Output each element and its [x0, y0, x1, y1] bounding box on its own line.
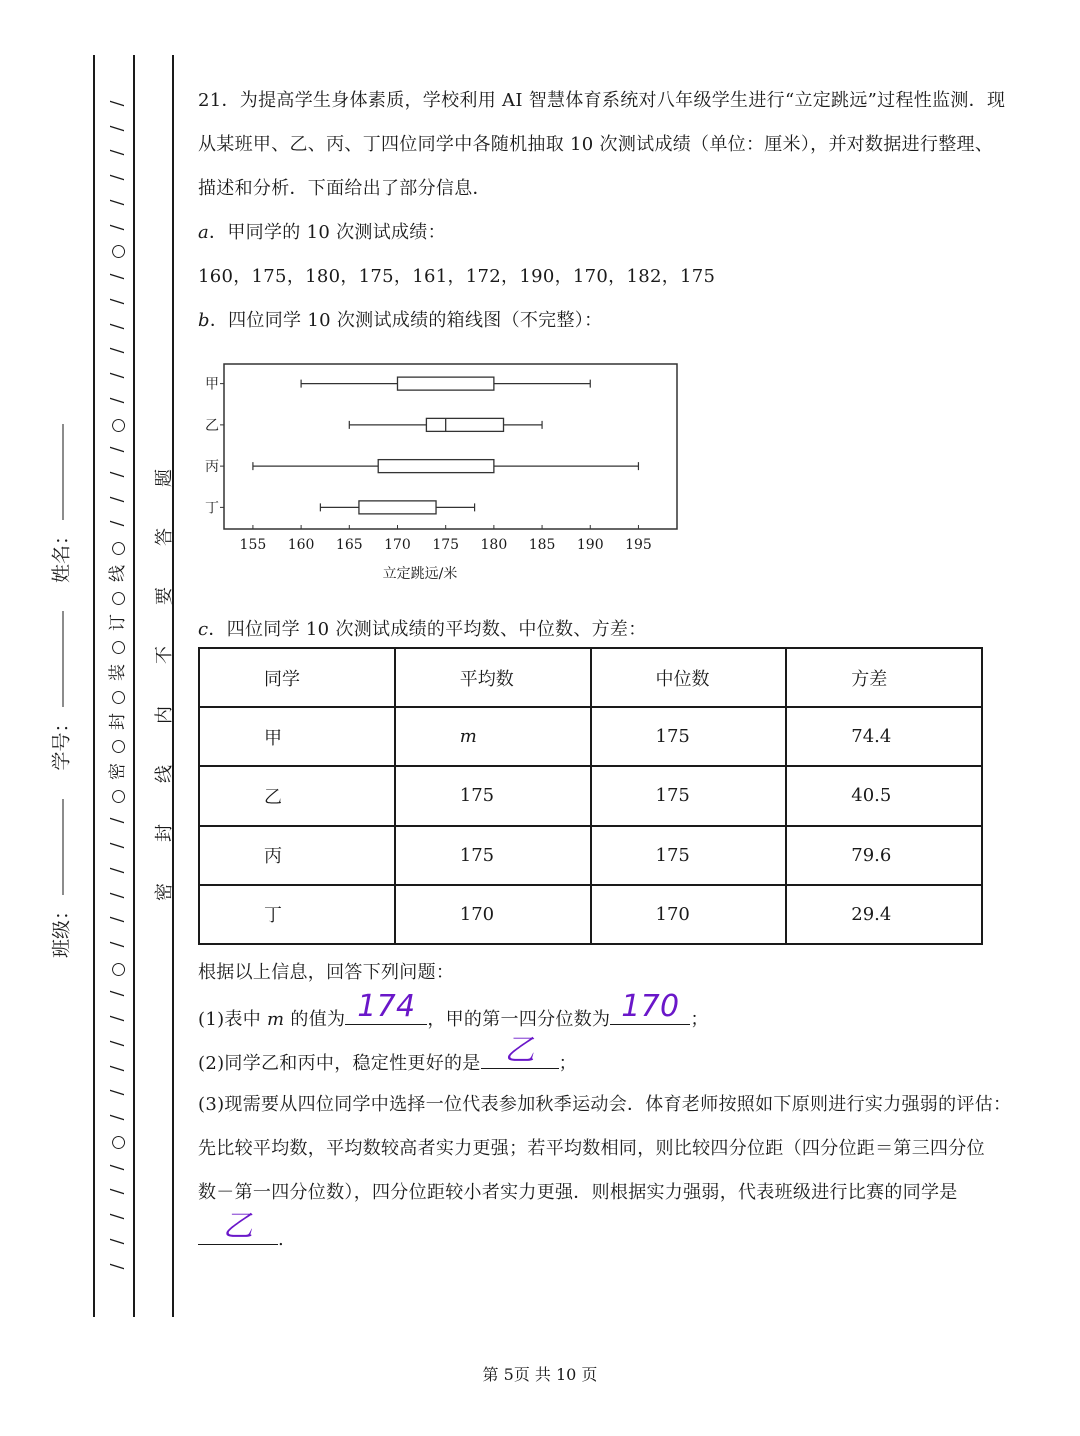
- seal-mark: 订: [107, 614, 128, 632]
- table-cell: m: [395, 707, 591, 766]
- seal-mark: 装: [107, 663, 128, 681]
- seal-mark: /: [107, 347, 128, 354]
- warning-char: 内: [154, 705, 175, 724]
- x-tick-label: 190: [576, 537, 604, 553]
- interquartile-box: [359, 501, 436, 514]
- seal-mark: /: [107, 273, 128, 280]
- seal-mark: /: [107, 1015, 128, 1022]
- page-footer: 第 5页 共 10 页: [482, 1365, 598, 1384]
- seal-mark: /: [107, 842, 128, 849]
- seal-mark: /: [107, 298, 128, 305]
- question-1: (1)表中 m 的值为 174 ，甲的第一四分位数为 170 ；: [198, 989, 709, 1030]
- interquartile-box: [397, 377, 493, 390]
- seal-mark: /: [107, 892, 128, 898]
- table-cell: 丙: [199, 826, 395, 885]
- seal-mark: /: [107, 1114, 128, 1121]
- seal-mark: 线: [107, 564, 128, 582]
- y-category-label: 丁: [205, 500, 219, 517]
- seal-mark: /: [107, 1090, 128, 1096]
- seal-line-column: [100, 95, 136, 1275]
- seal-mark: /: [107, 323, 128, 329]
- table-cell: 丁: [199, 885, 395, 944]
- table-cell: 170: [591, 885, 787, 944]
- table-cell: 74.4: [786, 707, 982, 766]
- handwritten-answer: 174: [357, 989, 416, 1024]
- seal-mark: ○: [107, 961, 128, 977]
- seal-mark: /: [107, 471, 128, 478]
- part-b-heading: b．四位同学 10 次测试成绩的箱线图（不完整）：: [198, 310, 603, 331]
- x-tick-label: 170: [384, 537, 411, 553]
- seal-mark: /: [107, 174, 128, 181]
- seal-mark: /: [107, 224, 128, 231]
- table-cell: 甲: [199, 707, 395, 766]
- warning-char: 要: [154, 587, 175, 606]
- student-id-field[interactable]: 学号：: [47, 606, 74, 771]
- seal-mark: /: [107, 1040, 128, 1047]
- table-header-cell: 同学: [199, 648, 395, 707]
- answer-blank-m[interactable]: [345, 989, 427, 1025]
- warning-char: 线: [154, 764, 175, 783]
- table-cell: 79.6: [786, 826, 982, 885]
- table-cell: 175: [591, 826, 787, 885]
- table-row: [199, 885, 982, 944]
- table-cell: 175: [591, 707, 787, 766]
- no-answer-warning-column: [145, 465, 181, 905]
- x-tick-label: 185: [528, 537, 556, 553]
- part-c-heading: c．四位同学 10 次测试成绩的平均数、中位数、方差：: [198, 619, 647, 640]
- handwritten-answer: 乙: [222, 1209, 254, 1244]
- part-a-data: 160，175，180，175，161，172，190，170，182，175: [198, 266, 716, 287]
- warning-char: 题: [154, 469, 175, 487]
- warning-char: 密: [154, 882, 175, 901]
- answer-blank-q1[interactable]: [610, 989, 690, 1025]
- seal-mark: /: [107, 397, 128, 404]
- interquartile-box: [426, 418, 503, 431]
- table-row: [199, 826, 982, 885]
- x-axis-label: 立定跳远/米: [382, 566, 458, 582]
- seal-mark: /: [107, 446, 128, 453]
- seal-mark: 封: [107, 713, 128, 731]
- seal-mark: /: [107, 125, 128, 132]
- seal-mark: /: [107, 991, 128, 997]
- question-3-line-3: 数－第一四分位数），四分位距较小者实力更强．则根据实力强弱，代表班级进行比赛的同学是: [198, 1182, 958, 1203]
- question-intro-line-3: 描述和分析．下面给出了部分信息．: [198, 178, 491, 199]
- box-2: [205, 418, 542, 434]
- seal-mark: /: [107, 817, 128, 824]
- answer-blank-stability[interactable]: [481, 1033, 559, 1069]
- seal-mark: /: [107, 867, 128, 874]
- question-3-answer-line: 乙 .: [198, 1222, 284, 1250]
- x-tick-label: 195: [625, 537, 652, 553]
- seal-mark: /: [107, 1213, 128, 1220]
- box-4: [205, 500, 475, 516]
- y-category-label: 丙: [205, 459, 219, 476]
- table-cell: 175: [395, 826, 591, 885]
- handwritten-answer: 乙: [504, 1033, 535, 1068]
- answer-blank-representative[interactable]: [198, 1209, 278, 1245]
- table-row: [199, 707, 982, 766]
- statistics-table: [198, 647, 983, 945]
- table-cell: 乙: [199, 766, 395, 825]
- table-row: [199, 766, 982, 825]
- question-3-line-2: 先比较平均数，平均数较高者实力更强；若平均数相同，则比较四分位距（四分位距＝第三四分位: [198, 1138, 985, 1159]
- x-tick-label: 165: [335, 537, 363, 553]
- table-cell: 29.4: [786, 885, 982, 944]
- interquartile-box: [378, 460, 494, 473]
- y-category-label: 甲: [205, 376, 219, 393]
- class-field[interactable]: 班级：: [47, 793, 74, 958]
- seal-mark: ○: [107, 244, 128, 260]
- x-tick-label: 180: [480, 537, 508, 553]
- seal-mark: /: [107, 941, 128, 948]
- seal-mark: ○: [107, 541, 128, 557]
- y-category-label: 乙: [205, 417, 219, 434]
- seal-mark: ○: [107, 417, 128, 433]
- student-info-fields: [30, 418, 90, 958]
- seal-mark: ○: [107, 689, 128, 705]
- seal-mark: /: [107, 372, 128, 379]
- x-tick-label: 160: [287, 537, 315, 553]
- seal-mark: /: [107, 1263, 128, 1269]
- seal-mark: /: [107, 916, 128, 923]
- seal-mark: 密: [107, 762, 128, 780]
- seal-mark: ○: [107, 590, 128, 606]
- seal-mark: /: [107, 100, 128, 107]
- table-header-cell: 方差: [786, 648, 982, 707]
- question-intro-line-1: 21．为提高学生身体素质，学校利用 AI 智慧体育系统对八年级学生进行“立定跳远”过程性监测．现: [198, 90, 1006, 111]
- seal-mark: /: [107, 1065, 128, 1072]
- warning-char: 不: [154, 646, 175, 665]
- part-a-heading: a．甲同学的 10 次测试成绩：: [198, 222, 446, 243]
- seal-mark: /: [107, 1188, 128, 1195]
- seal-mark: /: [107, 496, 128, 503]
- seal-mark: /: [107, 1238, 128, 1245]
- binding-line-left: [93, 55, 95, 1317]
- box-plot-chart: [198, 355, 698, 595]
- seal-mark: ○: [107, 788, 128, 804]
- x-tick-label: 175: [432, 537, 460, 553]
- table-cell: 175: [591, 766, 787, 825]
- table-header-cell: 中位数: [591, 648, 787, 707]
- question-2: (2)同学乙和丙中，稳定性更好的是 乙 ；: [198, 1033, 577, 1074]
- table-header-cell: 平均数: [395, 648, 591, 707]
- x-tick-label: 155: [239, 537, 267, 553]
- box-1: [205, 377, 590, 393]
- seal-mark: /: [107, 199, 128, 206]
- handwritten-answer: 170: [621, 989, 680, 1024]
- box-3: [205, 459, 638, 475]
- name-field[interactable]: 姓名：: [47, 418, 74, 583]
- seal-mark: ○: [107, 1134, 128, 1150]
- table-cell: 170: [395, 885, 591, 944]
- warning-char: 答: [154, 528, 175, 547]
- seal-mark: ○: [107, 640, 128, 656]
- seal-mark: /: [107, 150, 128, 156]
- table-cell: 175: [395, 766, 591, 825]
- seal-mark: ○: [107, 739, 128, 755]
- seal-mark: /: [107, 521, 128, 527]
- question-intro-line-2: 从某班甲、乙、丙、丁四位同学中各随机抽取 10 次测试成绩（单位：厘米），并对数据进行整理、: [198, 134, 994, 155]
- answer-intro: 根据以上信息，回答下列问题：: [198, 962, 455, 983]
- seal-mark: /: [107, 1164, 128, 1170]
- table-header-row: [199, 648, 982, 707]
- question-3-line-1: (3)现需要从四位同学中选择一位代表参加秋季运动会．体育老师按照如下原则进行实力强弱的评估：: [198, 1094, 1012, 1115]
- table-cell: 40.5: [786, 766, 982, 825]
- warning-char: 封: [154, 823, 175, 842]
